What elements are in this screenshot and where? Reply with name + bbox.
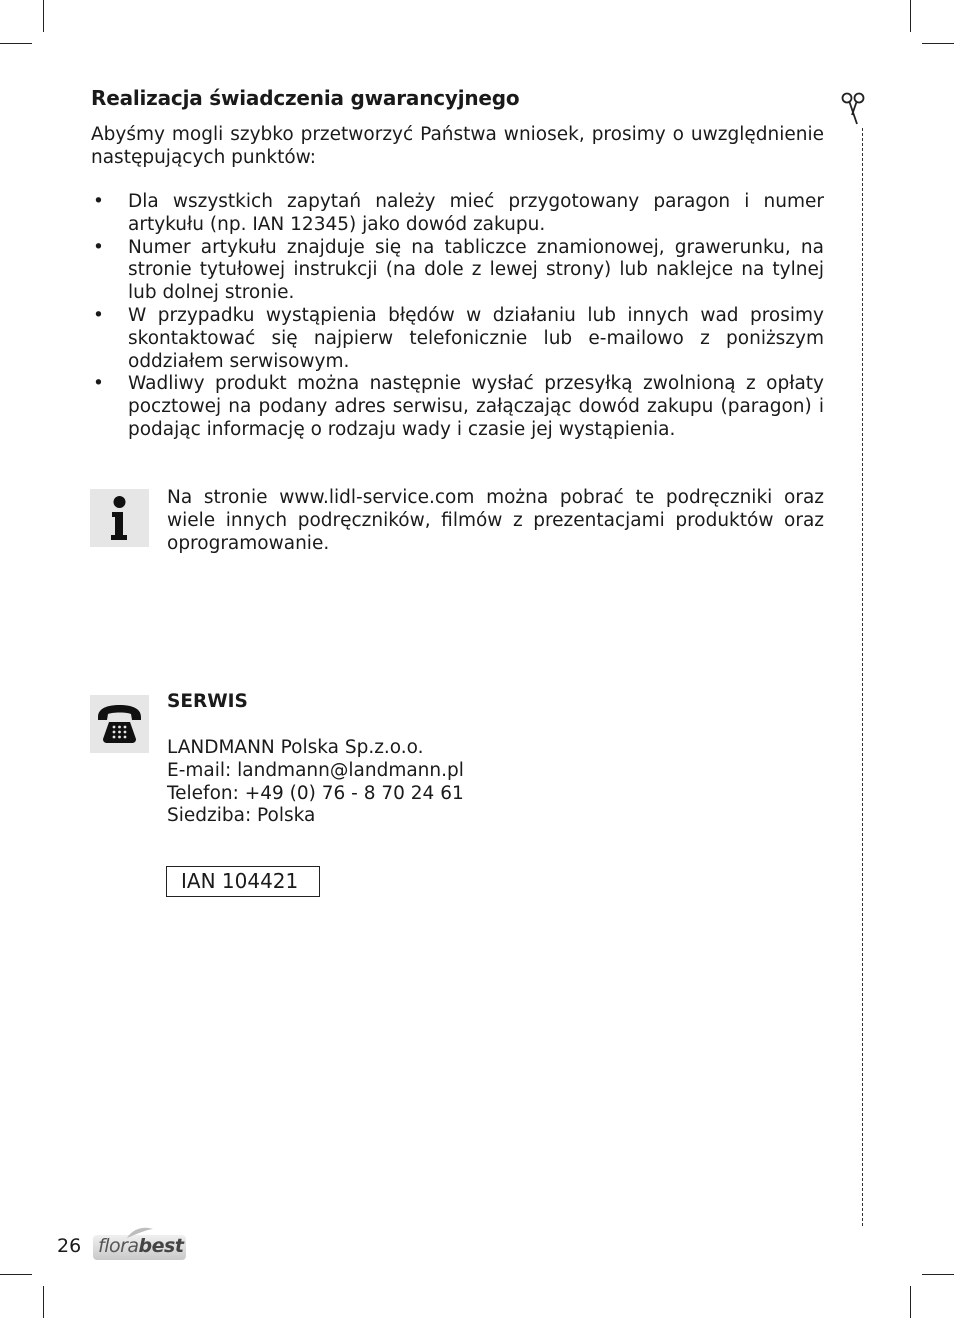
page-number: 26 [57, 1235, 82, 1257]
email-line: E-mail: landmann@landmann.pl [167, 759, 464, 781]
list-item: • Dla wszystkich zapytań należy mieć przygotowany paragon i numer artykułu (np. IAN 12345) jako dowód zakupu. [91, 191, 824, 237]
crop-mark [922, 43, 954, 44]
service-title: SERWIS [167, 691, 248, 712]
requirements-list [91, 191, 824, 442]
crop-mark [0, 43, 32, 44]
crop-mark [910, 0, 911, 32]
list-item: • Numer artykułu znajduje się na tabliczce znamionowej, grawerunku, na stronie tytułowej instrukcji (na dole z lewej strony) lub naklejce na tylnej lub dolnej stronie. [91, 237, 824, 305]
telephone-icon [90, 695, 149, 753]
crop-mark [43, 0, 44, 32]
info-text: Na stronie www.lidl-service.com można pobrać te podręczniki oraz wiele innych podręczników, filmów z prezentacjami produktów oraz oprogramowanie. [167, 487, 824, 554]
service-address [167, 737, 464, 828]
section-heading: Realizacja świadczenia gwarancyjnego [91, 86, 520, 110]
crop-mark [922, 1274, 954, 1275]
headquarters-line: Siedziba: Polska [167, 805, 316, 827]
intro-paragraph: Abyśmy mogli szybko przetworzyć Państwa wniosek, prosimy o uwzględnienie następujących punktów: [91, 124, 824, 168]
crop-mark [0, 1274, 32, 1275]
list-item: • Wadliwy produkt można następnie wysłać przesyłką zwolnioną z opłaty pocztowej na podany adres serwisu, załączając dowód zakupu (paragon) i podając informację o rodzaju wady i czasie jej wystąpienia. [91, 373, 824, 441]
info-icon [90, 489, 149, 547]
phone-line: Telefon: +49 (0) 76 - 8 70 24 61 [167, 782, 464, 804]
logo-text: florabest [98, 1235, 184, 1257]
company-name: LANDMANN Polska Sp.z.o.o. [167, 737, 424, 758]
florabest-logo [93, 1226, 188, 1262]
crop-mark [43, 1286, 44, 1318]
scissors-icon [838, 88, 868, 128]
list-item: • W przypadku wystąpienia błędów w działaniu lub innych wad prosimy skontaktować się najpierw telefonicznie lub e-mailowo z poniższym oddziałem serwisowym. [91, 305, 824, 373]
crop-mark [910, 1286, 911, 1318]
cut-line [862, 128, 863, 1226]
ian-box: IAN 104421 [166, 866, 320, 897]
